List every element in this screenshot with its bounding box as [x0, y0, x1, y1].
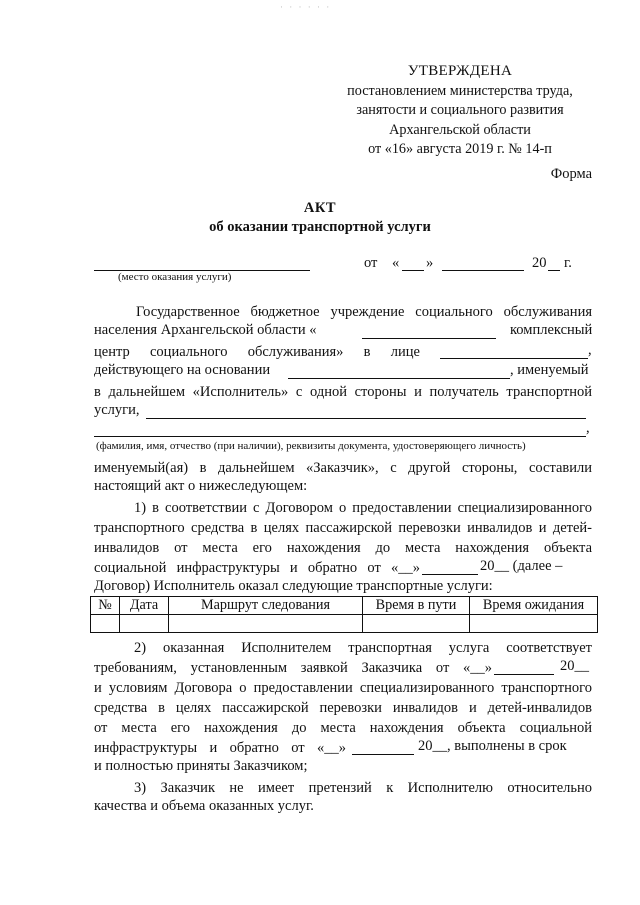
contract-date-field-2[interactable]: [352, 754, 414, 755]
date-day-field[interactable]: [402, 270, 424, 271]
table-cell[interactable]: [91, 615, 120, 633]
date-g: г.: [564, 255, 572, 271]
date-ot: от: [364, 255, 378, 271]
approval-line: занятости и социального развития: [356, 102, 564, 118]
intro-line-6a: услуги,: [94, 402, 140, 418]
table-cell[interactable]: [470, 615, 598, 633]
intro-line-4b: , именуемый: [510, 362, 589, 378]
intro-line-8: именуемый(ая) в дальнейшем «Заказчик», с другой стороны, составили: [94, 460, 592, 476]
p2-line-5: от места его нахождения до места нахождения объекта социальной: [94, 720, 592, 736]
recipient-caption: (фамилия, имя, отчество (при наличии), реквизиты документа, удостоверяющего личность): [96, 440, 526, 452]
p1-line-4b: 20__ (далее –: [480, 558, 563, 574]
table-cell[interactable]: [120, 615, 169, 633]
intro-line-3a: центр социального обслуживания» в лице: [94, 344, 420, 360]
approval-line: постановлением министерства труда,: [347, 82, 573, 99]
p2-line-7: и полностью приняты Заказчиком;: [94, 758, 308, 774]
table-header-row: [91, 597, 598, 615]
table-header-cell: №: [91, 597, 120, 615]
p1-line-5: Договор) Исполнитель оказал следующие транспортные услуги:: [94, 578, 493, 594]
request-date-field[interactable]: [494, 674, 554, 675]
date-month-field[interactable]: [442, 270, 524, 271]
table-header-cell: Время в пути: [363, 597, 470, 615]
table-cell[interactable]: [363, 615, 470, 633]
intro-line-5: в дальнейшем «Исполнитель» с одной стороны и получатель транспортной: [94, 384, 592, 400]
form-label: Форма: [550, 166, 592, 182]
p1-line-3: инвалидов от места его нахождения до места нахождения объекта: [94, 540, 592, 556]
contract-date-field[interactable]: [422, 574, 478, 575]
p2-line-3: и условиям Договора о предоставлении специализированного транспортного: [94, 680, 592, 696]
table-cell[interactable]: [169, 615, 363, 633]
p1-line-4a: социальной инфраструктуры и обратно от «__»: [94, 560, 420, 576]
p2-line-4: средства в целях пассажирской перевозки инвалидов и детей-инвалидов: [94, 700, 592, 716]
approval-line: Архангельской области: [389, 121, 531, 138]
scan-artifact: · · · · · ·: [280, 2, 332, 12]
approval-line: от «16» августа 2019 г. № 14-п: [368, 141, 552, 157]
table-header-cell: Маршрут следования: [169, 597, 363, 615]
intro-comma: ,: [588, 342, 592, 358]
date-year-prefix: 20: [532, 255, 547, 271]
services-table: [90, 596, 598, 633]
intro-line-2b: комплексный: [510, 322, 593, 338]
table-row: [91, 615, 598, 633]
approval-head: УТВЕРЖДЕНА: [407, 63, 513, 79]
p1-line-2: транспортного средства в целях пассажирской перевозки инвалидов и детей-: [94, 520, 592, 536]
table-header-cell: Время ожидания: [470, 597, 598, 615]
approval-block: [330, 62, 590, 160]
p2-line-6a: инфраструктуры и обратно от «__»: [94, 740, 346, 756]
p1-line-1: 1) в соответствии с Договором о предоставлении специализированного: [134, 500, 592, 516]
document-subtitle: об оказании транспортной услуги: [209, 219, 431, 235]
institution-field[interactable]: [362, 338, 496, 339]
intro-line-9: настоящий акт о нижеследующем:: [94, 478, 308, 494]
recipient-field-1[interactable]: [146, 418, 586, 419]
intro-line-2a: населения Архангельской области «: [94, 322, 317, 338]
p2-line-2b: 20__: [560, 658, 589, 674]
recipient-field-2[interactable]: [94, 436, 586, 437]
date-year-field[interactable]: [548, 270, 560, 271]
place-caption: (место оказания услуги): [118, 271, 232, 283]
p2-line-2a: требованиям, установленным заявкой Заказчика от «__»: [94, 660, 492, 676]
p2-line-6b: 20__, выполнены в срок: [418, 738, 567, 754]
intro-comma-2: ,: [586, 420, 590, 436]
p2-line-1: 2) оказанная Исполнителем транспортная услуга соответствует: [134, 640, 592, 656]
basis-field[interactable]: [288, 378, 510, 379]
representative-field[interactable]: [440, 358, 588, 359]
intro-line-4a: действующего на основании: [94, 362, 271, 378]
document-title: АКТ: [303, 200, 337, 216]
intro-line-1: Государственное бюджетное учреждение социального обслуживания: [136, 304, 592, 320]
date-close-quote: »: [426, 255, 434, 271]
p3-line-1: 3) Заказчик не имеет претензий к Исполнителю относительно: [134, 780, 592, 796]
table-header-cell: Дата: [120, 597, 169, 615]
p3-line-2: качества и объема оказанных услуг.: [94, 798, 314, 814]
date-open-quote: «: [392, 255, 400, 271]
